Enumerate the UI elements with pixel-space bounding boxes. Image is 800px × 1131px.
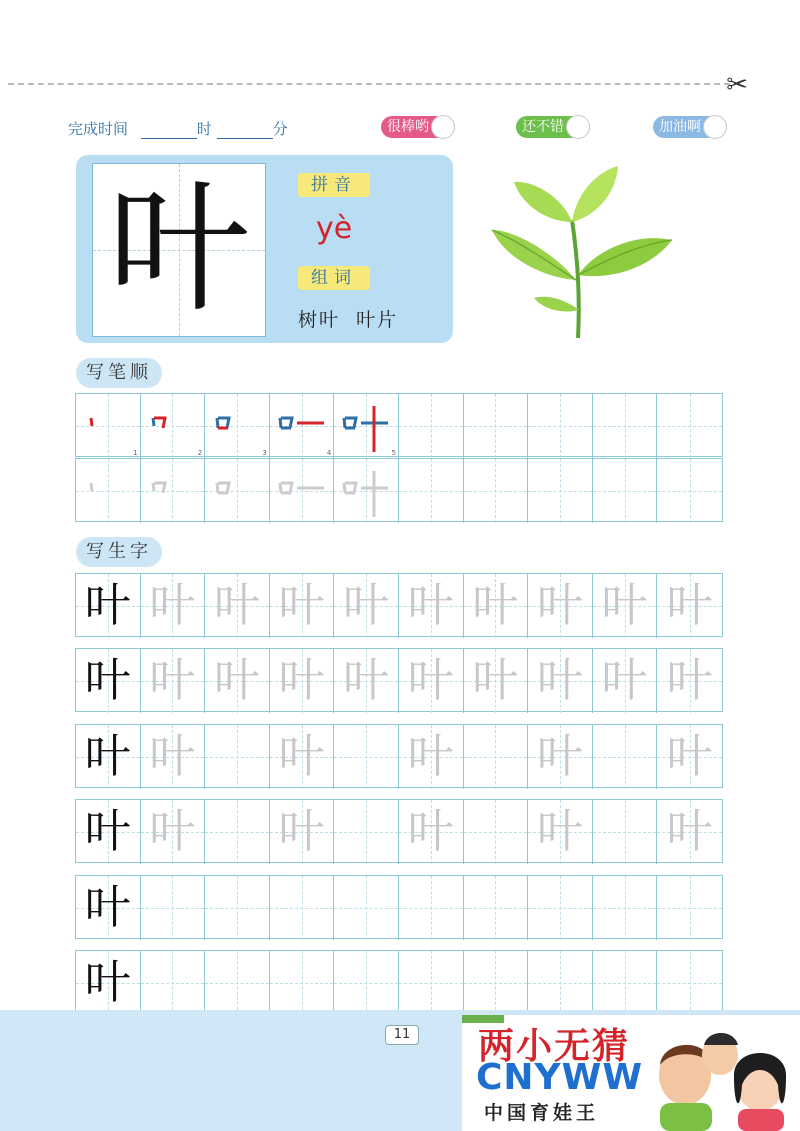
completion-time-label: 完成时间 xyxy=(68,120,129,138)
practice-cell[interactable] xyxy=(593,394,658,458)
practice-cell[interactable] xyxy=(334,876,399,940)
trace-character: 叶 xyxy=(149,729,196,783)
trace-character: 叶 xyxy=(666,653,713,707)
practice-cell[interactable] xyxy=(528,459,593,523)
stroke-3 xyxy=(205,394,269,458)
trace-character: 叶 xyxy=(278,578,325,632)
stroke-5 xyxy=(334,394,398,458)
practice-cell[interactable] xyxy=(399,951,464,1015)
practice-cell[interactable] xyxy=(593,951,658,1015)
practice-cell[interactable] xyxy=(270,574,335,638)
practice-cell[interactable] xyxy=(205,800,270,864)
rating-great[interactable]: 很棒哟 xyxy=(381,116,455,138)
words-label: 组词 xyxy=(298,266,370,290)
practice-cell[interactable] xyxy=(205,951,270,1015)
practice-cell[interactable] xyxy=(399,725,464,789)
practice-cell[interactable] xyxy=(205,876,270,940)
cut-line xyxy=(8,83,740,85)
practice-cell[interactable] xyxy=(270,725,335,789)
practice-cell[interactable] xyxy=(270,649,335,713)
practice-cell[interactable] xyxy=(657,649,722,713)
practice-cell[interactable] xyxy=(528,574,593,638)
practice-cell[interactable] xyxy=(593,876,658,940)
practice-cell[interactable] xyxy=(399,800,464,864)
children-illustration-icon xyxy=(640,1015,800,1131)
practice-cell[interactable] xyxy=(464,649,529,713)
practice-cell[interactable] xyxy=(141,725,206,789)
practice-cell[interactable] xyxy=(334,725,399,789)
practice-cell[interactable] xyxy=(657,394,722,458)
model-character: 叶 xyxy=(84,729,131,783)
stroke-number: 5 xyxy=(391,449,396,457)
model-cell xyxy=(76,725,141,789)
stroke-cell xyxy=(270,394,335,458)
practice-cell[interactable] xyxy=(205,649,270,713)
character-info-card xyxy=(76,155,453,343)
watermark-subtitle: 中国育娃王 xyxy=(484,1102,600,1124)
trace-character: 叶 xyxy=(149,804,196,858)
trace-cell[interactable] xyxy=(334,459,399,523)
trace-character: 叶 xyxy=(213,653,260,707)
practice-cell[interactable] xyxy=(593,574,658,638)
model-cell xyxy=(76,876,141,940)
trace-character: 叶 xyxy=(601,653,648,707)
practice-cell[interactable] xyxy=(334,649,399,713)
practice-cell[interactable] xyxy=(464,951,529,1015)
practice-cell[interactable] xyxy=(657,574,722,638)
practice-row xyxy=(75,573,723,637)
trace-character: 叶 xyxy=(536,578,583,632)
practice-cell[interactable] xyxy=(657,800,722,864)
trace-character: 叶 xyxy=(343,653,390,707)
write-character-title: 写生字 xyxy=(76,537,162,567)
pinyin-value: yè xyxy=(316,211,353,246)
trace-character: 叶 xyxy=(343,578,390,632)
model-character: 叶 xyxy=(84,653,131,707)
stroke-order-title: 写笔顺 xyxy=(76,358,162,388)
trace-character: 叶 xyxy=(278,653,325,707)
watermark-brand: CNYWW xyxy=(476,1057,644,1098)
practice-cell[interactable] xyxy=(528,725,593,789)
model-cell xyxy=(76,649,141,713)
practice-cell[interactable] xyxy=(270,876,335,940)
model-character: 叶 xyxy=(84,955,131,1009)
practice-cell[interactable] xyxy=(399,574,464,638)
practice-cell[interactable] xyxy=(334,800,399,864)
practice-row xyxy=(75,875,723,939)
practice-row xyxy=(75,799,723,863)
stroke-cell xyxy=(334,394,399,458)
practice-cell[interactable] xyxy=(205,725,270,789)
main-character: 叶 xyxy=(108,167,250,332)
practice-cell[interactable] xyxy=(657,725,722,789)
completion-time xyxy=(68,118,288,139)
trace-cell[interactable] xyxy=(76,459,141,523)
practice-cell[interactable] xyxy=(657,951,722,1015)
practice-cell[interactable] xyxy=(528,649,593,713)
stroke-number: 4 xyxy=(326,449,332,457)
model-character: 叶 xyxy=(84,880,131,934)
stroke-1 xyxy=(76,394,140,458)
stroke-trace-row xyxy=(75,458,723,522)
scissors-icon: ✂ xyxy=(726,70,748,100)
page-number: 11 xyxy=(385,1025,419,1045)
practice-cell[interactable] xyxy=(528,876,593,940)
practice-cell[interactable] xyxy=(141,574,206,638)
model-cell xyxy=(76,951,141,1015)
stroke-cell xyxy=(141,394,206,458)
model-character: 叶 xyxy=(84,578,131,632)
stroke-number: 1 xyxy=(133,449,138,457)
trace-character: 叶 xyxy=(407,578,454,632)
practice-cell[interactable] xyxy=(593,649,658,713)
model-cell xyxy=(76,574,141,638)
practice-cell[interactable] xyxy=(528,394,593,458)
stroke-number: 3 xyxy=(262,449,267,457)
completion-time-row xyxy=(68,114,740,142)
character-box xyxy=(92,163,266,337)
trace-character: 叶 xyxy=(407,653,454,707)
leaf-icon xyxy=(486,160,676,340)
practice-cell[interactable] xyxy=(141,951,206,1015)
trace-character: 叶 xyxy=(472,653,519,707)
practice-cell[interactable] xyxy=(399,394,464,458)
trace-character: 叶 xyxy=(536,729,583,783)
example-words: 树叶 叶片 xyxy=(298,309,399,331)
rating-good[interactable]: 还不错 xyxy=(516,116,590,138)
trace-character: 叶 xyxy=(407,804,454,858)
practice-cell[interactable] xyxy=(528,800,593,864)
trace-character: 叶 xyxy=(666,804,713,858)
practice-cell[interactable] xyxy=(464,459,529,523)
stroke-2 xyxy=(141,394,205,458)
practice-cell[interactable] xyxy=(399,649,464,713)
trace-character: 叶 xyxy=(601,578,648,632)
practice-cell[interactable] xyxy=(334,951,399,1015)
practice-cell[interactable] xyxy=(270,800,335,864)
model-cell xyxy=(76,800,141,864)
trace-character: 叶 xyxy=(213,578,260,632)
trace-character: 叶 xyxy=(472,578,519,632)
stroke-4 xyxy=(270,394,334,458)
practice-cell[interactable] xyxy=(593,800,658,864)
hour-blank[interactable] xyxy=(141,122,197,139)
practice-cell[interactable] xyxy=(399,459,464,523)
practice-cell[interactable] xyxy=(464,876,529,940)
trace-character: 叶 xyxy=(278,804,325,858)
trace-character: 叶 xyxy=(149,653,196,707)
practice-cell[interactable] xyxy=(270,951,335,1015)
practice-cell[interactable] xyxy=(399,876,464,940)
model-character: 叶 xyxy=(84,804,131,858)
trace-character: 叶 xyxy=(666,578,713,632)
pinyin-label: 拼音 xyxy=(298,173,370,197)
practice-cell[interactable] xyxy=(205,574,270,638)
trace-character: 叶 xyxy=(666,729,713,783)
practice-cell[interactable] xyxy=(593,459,658,523)
trace-cell[interactable] xyxy=(205,459,270,523)
stroke-cell xyxy=(205,394,270,458)
practice-row xyxy=(75,724,723,788)
practice-row xyxy=(75,648,723,712)
trace-cell[interactable] xyxy=(141,459,206,523)
trace-character: 叶 xyxy=(536,653,583,707)
practice-cell[interactable] xyxy=(464,574,529,638)
practice-cell[interactable] xyxy=(657,876,722,940)
practice-cell[interactable] xyxy=(334,574,399,638)
practice-cell[interactable] xyxy=(141,876,206,940)
trace-character: 叶 xyxy=(278,729,325,783)
minute-blank[interactable] xyxy=(217,122,273,139)
practice-cell[interactable] xyxy=(464,725,529,789)
trace-character: 叶 xyxy=(407,729,454,783)
practice-cell[interactable] xyxy=(528,951,593,1015)
stroke-number: 2 xyxy=(197,449,203,457)
stroke-order-row xyxy=(75,393,723,457)
practice-cell[interactable] xyxy=(464,800,529,864)
practice-cell[interactable] xyxy=(141,649,206,713)
practice-cell[interactable] xyxy=(657,459,722,523)
trace-character: 叶 xyxy=(149,578,196,632)
minute-label: 分 xyxy=(272,120,288,138)
watermark-title: 两小无猜 xyxy=(478,1026,631,1067)
stroke-cell xyxy=(76,394,141,458)
practice-row xyxy=(75,950,723,1014)
practice-cell[interactable] xyxy=(593,725,658,789)
practice-cell[interactable] xyxy=(464,394,529,458)
trace-character: 叶 xyxy=(536,804,583,858)
practice-cell[interactable] xyxy=(141,800,206,864)
hour-label: 时 xyxy=(196,120,212,138)
trace-cell[interactable] xyxy=(270,459,335,523)
rating-keep-going[interactable]: 加油啊 xyxy=(653,116,727,138)
